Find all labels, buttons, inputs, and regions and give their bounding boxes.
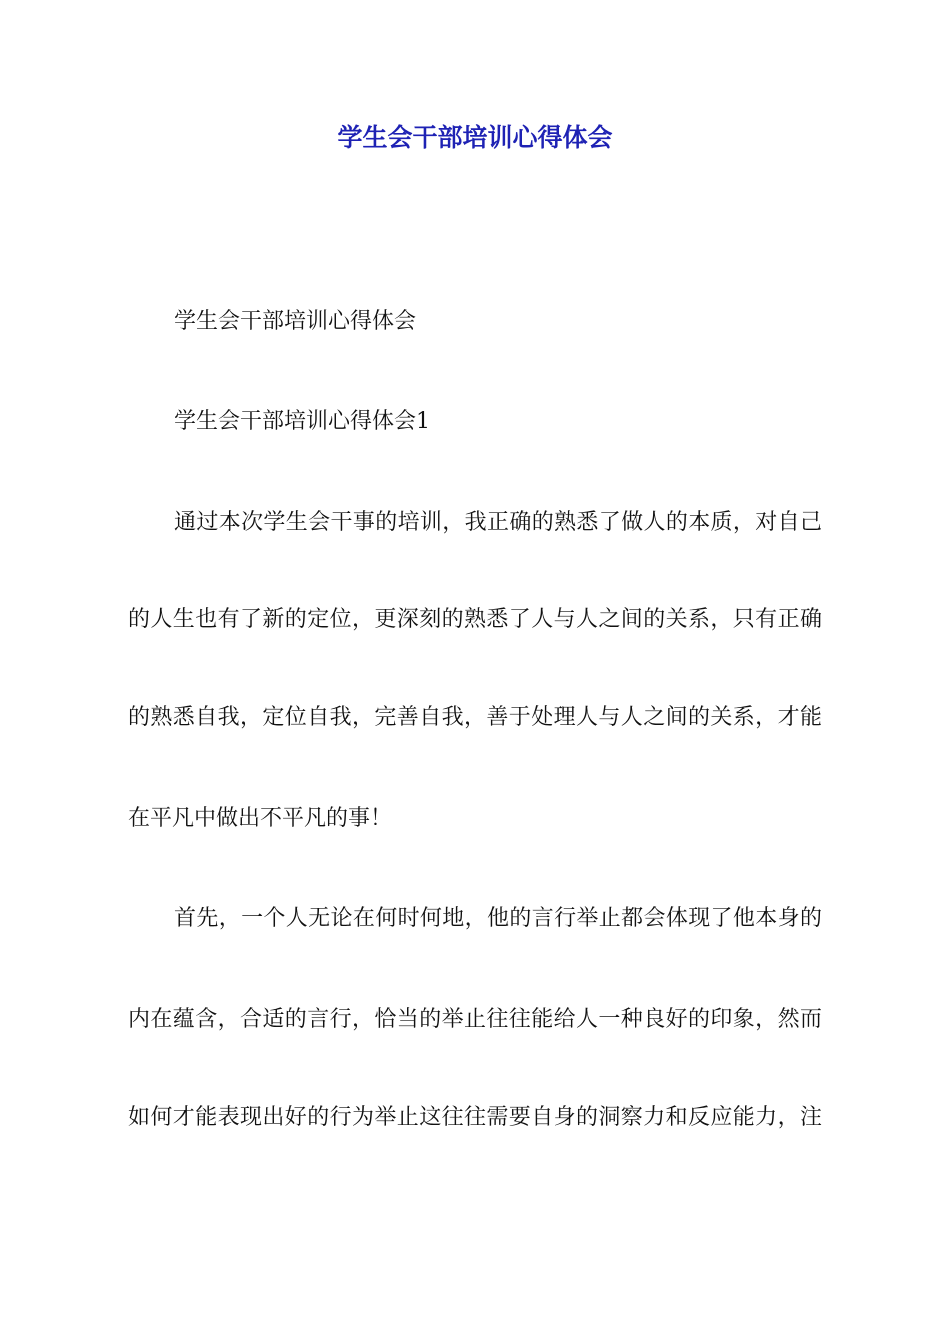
paragraph-1-line-3: 的熟悉自我，定位自我，完善自我，善于处理人与人之间的关系，才能 (128, 705, 822, 730)
subtitle-line: 学生会干部培训心得体会 (174, 309, 417, 334)
paragraph-1-line-1: 通过本次学生会干事的培训，我正确的熟悉了做人的本质，对自己 (174, 510, 822, 535)
section-heading: 学生会干部培训心得体会1 (174, 409, 430, 434)
paragraph-1-line-2: 的人生也有了新的定位，更深刻的熟悉了人与人之间的关系，只有正确 (128, 607, 822, 632)
paragraph-2-line-2: 内在蕴含，合适的言行，恰当的举止往往能给人一种良好的印象，然而 (128, 1007, 822, 1032)
document-title: 学生会干部培训心得体会 (337, 123, 613, 152)
paragraph-2-line-1: 首先，一个人无论在何时何地，他的言行举止都会体现了他本身的 (174, 906, 822, 931)
paragraph-1-line-4: 在平凡中做出不平凡的事！ (128, 806, 393, 831)
paragraph-2-line-3: 如何才能表现出好的行为举止这往往需要自身的洞察力和反应能力，注 (128, 1105, 822, 1130)
